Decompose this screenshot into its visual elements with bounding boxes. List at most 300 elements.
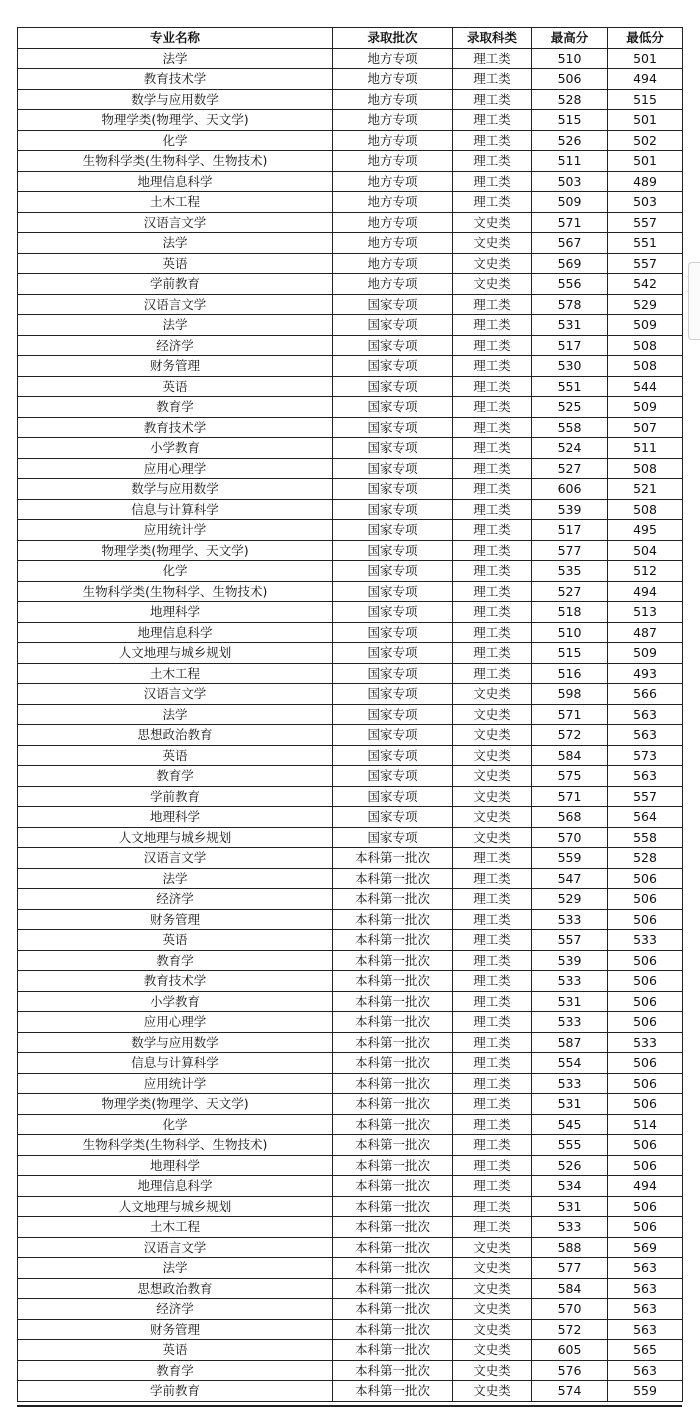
cell-major-name: 化学 (18, 130, 333, 151)
cell-admission-batch: 本科第一批次 (333, 1094, 453, 1115)
cell-admission-batch: 本科第一批次 (333, 950, 453, 971)
cell-admission-batch: 国家专项 (333, 417, 453, 438)
cell-major-name: 学前教育 (18, 1381, 333, 1402)
table-row (18, 684, 683, 705)
cell-highest-score: 584 (532, 745, 608, 766)
cell-major-name: 应用心理学 (18, 458, 333, 479)
cell-admission-batch: 地方专项 (333, 171, 453, 192)
cell-major-name: 教育学 (18, 766, 333, 787)
cell-major-name: 英语 (18, 1340, 333, 1361)
table-row (18, 1053, 683, 1074)
cell-admission-batch: 地方专项 (333, 233, 453, 254)
cell-lowest-score: 489 (608, 171, 683, 192)
cell-subject-category: 理工类 (453, 663, 532, 684)
cell-lowest-score: 573 (608, 745, 683, 766)
table-row (18, 1237, 683, 1258)
table-row (18, 499, 683, 520)
cell-lowest-score: 563 (608, 1258, 683, 1279)
cell-major-name: 思想政治教育 (18, 725, 333, 746)
cell-subject-category: 理工类 (453, 561, 532, 582)
cell-subject-category: 文史类 (453, 807, 532, 828)
cell-highest-score: 517 (532, 335, 608, 356)
cell-major-name: 学前教育 (18, 786, 333, 807)
cell-highest-score: 533 (532, 1217, 608, 1238)
cell-admission-batch: 本科第一批次 (333, 909, 453, 930)
table-row (18, 725, 683, 746)
table-row (18, 540, 683, 561)
cell-major-name: 经济学 (18, 1299, 333, 1320)
cell-lowest-score: 501 (608, 151, 683, 172)
cell-highest-score: 571 (532, 786, 608, 807)
cell-admission-batch: 国家专项 (333, 479, 453, 500)
cell-lowest-score: 559 (608, 1381, 683, 1402)
table-row (18, 1135, 683, 1156)
header-lowest-score: 最低分 (608, 28, 683, 49)
cell-major-name: 教育技术学 (18, 69, 333, 90)
cell-major-name: 人文地理与城乡规划 (18, 643, 333, 664)
cell-major-name: 土木工程 (18, 663, 333, 684)
cell-major-name: 应用统计学 (18, 520, 333, 541)
cell-admission-batch: 本科第一批次 (333, 1114, 453, 1135)
cell-lowest-score: 558 (608, 827, 683, 848)
cell-subject-category: 理工类 (453, 868, 532, 889)
cell-highest-score: 526 (532, 1155, 608, 1176)
table-row (18, 479, 683, 500)
table-row (18, 376, 683, 397)
cell-major-name: 汉语言文学 (18, 1237, 333, 1258)
cell-lowest-score: 494 (608, 1176, 683, 1197)
cell-lowest-score: 506 (608, 868, 683, 889)
cell-subject-category: 文史类 (453, 725, 532, 746)
cell-lowest-score: 493 (608, 663, 683, 684)
cell-lowest-score: 515 (608, 89, 683, 110)
cell-major-name: 教育学 (18, 397, 333, 418)
cell-highest-score: 510 (532, 48, 608, 69)
cell-highest-score: 570 (532, 827, 608, 848)
cell-lowest-score: 509 (608, 315, 683, 336)
cell-subject-category: 理工类 (453, 520, 532, 541)
cell-subject-category: 理工类 (453, 438, 532, 459)
cell-subject-category: 文史类 (453, 1360, 532, 1381)
cell-admission-batch: 地方专项 (333, 274, 453, 295)
cell-admission-batch: 地方专项 (333, 110, 453, 131)
cell-subject-category: 理工类 (453, 1094, 532, 1115)
cell-admission-batch: 本科第一批次 (333, 1155, 453, 1176)
table-row (18, 1360, 683, 1381)
cell-admission-batch: 国家专项 (333, 725, 453, 746)
header-highest-score: 最高分 (532, 28, 608, 49)
cell-admission-batch: 国家专项 (333, 438, 453, 459)
cell-highest-score: 527 (532, 581, 608, 602)
cell-lowest-score: 557 (608, 212, 683, 233)
cell-subject-category: 文史类 (453, 684, 532, 705)
cell-subject-category: 文史类 (453, 827, 532, 848)
cell-major-name: 教育学 (18, 950, 333, 971)
cell-highest-score: 574 (532, 1381, 608, 1402)
table-row (18, 663, 683, 684)
cell-lowest-score: 513 (608, 602, 683, 623)
cell-highest-score: 539 (532, 499, 608, 520)
cell-lowest-score: 506 (608, 1094, 683, 1115)
cell-highest-score: 533 (532, 1012, 608, 1033)
cell-major-name: 化学 (18, 1114, 333, 1135)
table-row (18, 991, 683, 1012)
cell-major-name: 英语 (18, 253, 333, 274)
cell-highest-score: 528 (532, 89, 608, 110)
cell-highest-score: 531 (532, 315, 608, 336)
cell-major-name: 法学 (18, 233, 333, 254)
cell-subject-category: 理工类 (453, 89, 532, 110)
cell-admission-batch: 国家专项 (333, 458, 453, 479)
cell-major-name: 地理科学 (18, 807, 333, 828)
cell-major-name: 汉语言文学 (18, 212, 333, 233)
cell-admission-batch: 本科第一批次 (333, 1032, 453, 1053)
cell-lowest-score: 507 (608, 417, 683, 438)
cell-highest-score: 605 (532, 1340, 608, 1361)
cell-admission-batch: 本科第一批次 (333, 1237, 453, 1258)
cell-subject-category: 理工类 (453, 499, 532, 520)
cell-lowest-score: 487 (608, 622, 683, 643)
cell-subject-category: 理工类 (453, 151, 532, 172)
cell-highest-score: 572 (532, 1319, 608, 1340)
cell-highest-score: 584 (532, 1278, 608, 1299)
cell-subject-category: 文史类 (453, 745, 532, 766)
table-row (18, 1196, 683, 1217)
cell-major-name: 经济学 (18, 335, 333, 356)
table-row (18, 1155, 683, 1176)
cell-admission-batch: 本科第一批次 (333, 1381, 453, 1402)
cell-subject-category: 理工类 (453, 1114, 532, 1135)
side-scroll-handle[interactable] (688, 262, 700, 340)
cell-major-name: 地理信息科学 (18, 1176, 333, 1197)
cell-lowest-score: 563 (608, 766, 683, 787)
cell-subject-category: 文史类 (453, 212, 532, 233)
table-row (18, 930, 683, 951)
cell-admission-batch: 地方专项 (333, 130, 453, 151)
cell-lowest-score: 508 (608, 356, 683, 377)
cell-lowest-score: 506 (608, 1053, 683, 1074)
cell-subject-category: 理工类 (453, 417, 532, 438)
cell-subject-category: 文史类 (453, 1381, 532, 1402)
cell-major-name: 地理科学 (18, 602, 333, 623)
cell-admission-batch: 国家专项 (333, 356, 453, 377)
cell-subject-category: 理工类 (453, 950, 532, 971)
cell-lowest-score: 542 (608, 274, 683, 295)
cell-admission-batch: 本科第一批次 (333, 1176, 453, 1197)
cell-subject-category: 理工类 (453, 130, 532, 151)
cell-admission-batch: 地方专项 (333, 253, 453, 274)
table-row (18, 786, 683, 807)
cell-subject-category: 理工类 (453, 48, 532, 69)
table-row (18, 1278, 683, 1299)
cell-admission-batch: 地方专项 (333, 69, 453, 90)
table-row (18, 1381, 683, 1402)
cell-lowest-score: 563 (608, 1360, 683, 1381)
cell-subject-category: 理工类 (453, 622, 532, 643)
cell-highest-score: 571 (532, 212, 608, 233)
cell-highest-score: 534 (532, 1176, 608, 1197)
cell-subject-category: 文史类 (453, 786, 532, 807)
cell-lowest-score: 557 (608, 786, 683, 807)
cell-highest-score: 571 (532, 704, 608, 725)
cell-lowest-score: 564 (608, 807, 683, 828)
cell-highest-score: 531 (532, 1094, 608, 1115)
cell-subject-category: 理工类 (453, 69, 532, 90)
cell-major-name: 英语 (18, 745, 333, 766)
cell-subject-category: 文史类 (453, 1319, 532, 1340)
cell-subject-category: 理工类 (453, 991, 532, 1012)
cell-subject-category: 理工类 (453, 171, 532, 192)
cell-highest-score: 533 (532, 971, 608, 992)
cell-subject-category: 文史类 (453, 274, 532, 295)
cell-admission-batch: 本科第一批次 (333, 1299, 453, 1320)
cell-highest-score: 588 (532, 1237, 608, 1258)
table-row (18, 1258, 683, 1279)
cell-highest-score: 575 (532, 766, 608, 787)
cell-highest-score: 533 (532, 909, 608, 930)
cell-highest-score: 576 (532, 1360, 608, 1381)
cell-subject-category: 文史类 (453, 1258, 532, 1279)
cell-major-name: 物理学类(物理学、天文学) (18, 540, 333, 561)
cell-lowest-score: 563 (608, 1319, 683, 1340)
cell-lowest-score: 506 (608, 991, 683, 1012)
cell-highest-score: 578 (532, 294, 608, 315)
cell-lowest-score: 563 (608, 1299, 683, 1320)
cell-admission-batch: 本科第一批次 (333, 889, 453, 910)
cell-highest-score: 506 (532, 69, 608, 90)
table-row (18, 438, 683, 459)
cell-subject-category: 理工类 (453, 1176, 532, 1197)
table-row (18, 868, 683, 889)
cell-subject-category: 理工类 (453, 1012, 532, 1033)
table-row (18, 294, 683, 315)
cell-highest-score: 568 (532, 807, 608, 828)
cell-major-name: 法学 (18, 315, 333, 336)
cell-admission-batch: 国家专项 (333, 766, 453, 787)
cell-subject-category: 理工类 (453, 397, 532, 418)
cell-admission-batch: 地方专项 (333, 89, 453, 110)
table-row (18, 1299, 683, 1320)
cell-lowest-score: 503 (608, 192, 683, 213)
cell-lowest-score: 495 (608, 520, 683, 541)
cell-admission-batch: 本科第一批次 (333, 1053, 453, 1074)
cell-major-name: 法学 (18, 1258, 333, 1279)
cell-lowest-score: 563 (608, 704, 683, 725)
cell-highest-score: 577 (532, 1258, 608, 1279)
cell-lowest-score: 508 (608, 499, 683, 520)
cell-subject-category: 文史类 (453, 1237, 532, 1258)
cell-lowest-score: 506 (608, 971, 683, 992)
cell-admission-batch: 国家专项 (333, 643, 453, 664)
header-major-name: 专业名称 (18, 28, 333, 49)
cell-major-name: 应用统计学 (18, 1073, 333, 1094)
cell-subject-category: 理工类 (453, 1032, 532, 1053)
cell-subject-category: 理工类 (453, 376, 532, 397)
cell-highest-score: 606 (532, 479, 608, 500)
cell-lowest-score: 506 (608, 950, 683, 971)
cell-admission-batch: 国家专项 (333, 315, 453, 336)
cell-subject-category: 理工类 (453, 458, 532, 479)
cell-highest-score: 515 (532, 643, 608, 664)
cell-admission-batch: 国家专项 (333, 376, 453, 397)
cell-subject-category: 理工类 (453, 110, 532, 131)
cell-subject-category: 文史类 (453, 1340, 532, 1361)
cell-major-name: 土木工程 (18, 192, 333, 213)
cell-subject-category: 理工类 (453, 643, 532, 664)
cell-highest-score: 535 (532, 561, 608, 582)
cell-subject-category: 理工类 (453, 1196, 532, 1217)
table-row (18, 89, 683, 110)
table-row (18, 110, 683, 131)
cell-major-name: 信息与计算科学 (18, 499, 333, 520)
cell-major-name: 信息与计算科学 (18, 1053, 333, 1074)
cell-admission-batch: 国家专项 (333, 294, 453, 315)
cell-subject-category: 文史类 (453, 253, 532, 274)
cell-subject-category: 理工类 (453, 192, 532, 213)
table-row (18, 581, 683, 602)
table-row (18, 233, 683, 254)
cell-major-name: 财务管理 (18, 909, 333, 930)
cell-lowest-score: 506 (608, 1073, 683, 1094)
table-row (18, 909, 683, 930)
cell-highest-score: 531 (532, 991, 608, 1012)
table-row (18, 1176, 683, 1197)
table-row (18, 253, 683, 274)
header-subject-category: 录取科类 (453, 28, 532, 49)
cell-major-name: 生物科学类(生物科学、生物技术) (18, 151, 333, 172)
table-row (18, 602, 683, 623)
cell-major-name: 小学教育 (18, 991, 333, 1012)
cell-admission-batch: 本科第一批次 (333, 1360, 453, 1381)
cell-highest-score: 556 (532, 274, 608, 295)
table-row (18, 643, 683, 664)
cell-lowest-score: 512 (608, 561, 683, 582)
table-row (18, 1012, 683, 1033)
cell-lowest-score: 494 (608, 69, 683, 90)
cell-highest-score: 598 (532, 684, 608, 705)
cell-highest-score: 551 (532, 376, 608, 397)
cell-highest-score: 587 (532, 1032, 608, 1053)
table-row (18, 622, 683, 643)
cell-admission-batch: 地方专项 (333, 48, 453, 69)
cell-subject-category: 理工类 (453, 1217, 532, 1238)
table-row (18, 1114, 683, 1135)
cell-admission-batch: 本科第一批次 (333, 1012, 453, 1033)
table-row (18, 315, 683, 336)
cell-subject-category: 理工类 (453, 294, 532, 315)
table-row (18, 335, 683, 356)
table-row (18, 704, 683, 725)
cell-lowest-score: 563 (608, 1278, 683, 1299)
cell-subject-category: 文史类 (453, 1299, 532, 1320)
cell-highest-score: 529 (532, 889, 608, 910)
cell-highest-score: 517 (532, 520, 608, 541)
cell-lowest-score: 566 (608, 684, 683, 705)
cell-lowest-score: 501 (608, 48, 683, 69)
cell-admission-batch: 本科第一批次 (333, 1340, 453, 1361)
cell-admission-batch: 国家专项 (333, 520, 453, 541)
table-row (18, 950, 683, 971)
cell-lowest-score: 563 (608, 725, 683, 746)
cell-lowest-score: 533 (608, 930, 683, 951)
cell-lowest-score: 506 (608, 1217, 683, 1238)
cell-subject-category: 理工类 (453, 540, 532, 561)
cell-highest-score: 570 (532, 1299, 608, 1320)
table-row (18, 417, 683, 438)
cell-highest-score: 530 (532, 356, 608, 377)
cell-admission-batch: 国家专项 (333, 745, 453, 766)
cell-admission-batch: 本科第一批次 (333, 1319, 453, 1340)
cell-subject-category: 理工类 (453, 479, 532, 500)
cell-major-name: 汉语言文学 (18, 684, 333, 705)
cell-highest-score: 569 (532, 253, 608, 274)
cell-highest-score: 572 (532, 725, 608, 746)
table-row (18, 171, 683, 192)
cell-highest-score: 509 (532, 192, 608, 213)
cell-subject-category: 理工类 (453, 930, 532, 951)
cell-subject-category: 理工类 (453, 1073, 532, 1094)
cell-lowest-score: 533 (608, 1032, 683, 1053)
cell-major-name: 法学 (18, 868, 333, 889)
cell-admission-batch: 本科第一批次 (333, 1135, 453, 1156)
cell-lowest-score: 501 (608, 110, 683, 131)
cell-major-name: 经济学 (18, 889, 333, 910)
cell-lowest-score: 551 (608, 233, 683, 254)
cell-subject-category: 理工类 (453, 889, 532, 910)
cell-lowest-score: 509 (608, 397, 683, 418)
cell-highest-score: 524 (532, 438, 608, 459)
table-row (18, 48, 683, 69)
cell-major-name: 数学与应用数学 (18, 89, 333, 110)
table-row (18, 971, 683, 992)
cell-admission-batch: 国家专项 (333, 663, 453, 684)
cell-lowest-score: 528 (608, 848, 683, 869)
cell-major-name: 法学 (18, 704, 333, 725)
cell-subject-category: 理工类 (453, 1135, 532, 1156)
cell-admission-batch: 地方专项 (333, 212, 453, 233)
cell-lowest-score: 565 (608, 1340, 683, 1361)
cell-admission-batch: 国家专项 (333, 827, 453, 848)
cell-highest-score: 539 (532, 950, 608, 971)
cell-highest-score: 516 (532, 663, 608, 684)
table-row (18, 1073, 683, 1094)
cell-subject-category: 理工类 (453, 335, 532, 356)
cell-subject-category: 理工类 (453, 909, 532, 930)
cell-subject-category: 文史类 (453, 766, 532, 787)
cell-lowest-score: 529 (608, 294, 683, 315)
cell-highest-score: 518 (532, 602, 608, 623)
cell-highest-score: 545 (532, 1114, 608, 1135)
cell-subject-category: 理工类 (453, 602, 532, 623)
cell-admission-batch: 国家专项 (333, 335, 453, 356)
cell-highest-score: 557 (532, 930, 608, 951)
cell-subject-category: 文史类 (453, 1278, 532, 1299)
cell-major-name: 财务管理 (18, 356, 333, 377)
cell-admission-batch: 国家专项 (333, 581, 453, 602)
cell-lowest-score: 514 (608, 1114, 683, 1135)
cell-major-name: 汉语言文学 (18, 848, 333, 869)
cell-highest-score: 554 (532, 1053, 608, 1074)
cell-major-name: 土木工程 (18, 1217, 333, 1238)
cell-major-name: 法学 (18, 48, 333, 69)
table-row (18, 458, 683, 479)
table-row (18, 520, 683, 541)
cell-major-name: 英语 (18, 376, 333, 397)
cell-major-name: 人文地理与城乡规划 (18, 1196, 333, 1217)
cell-admission-batch: 国家专项 (333, 499, 453, 520)
cell-lowest-score: 511 (608, 438, 683, 459)
cell-highest-score: 558 (532, 417, 608, 438)
